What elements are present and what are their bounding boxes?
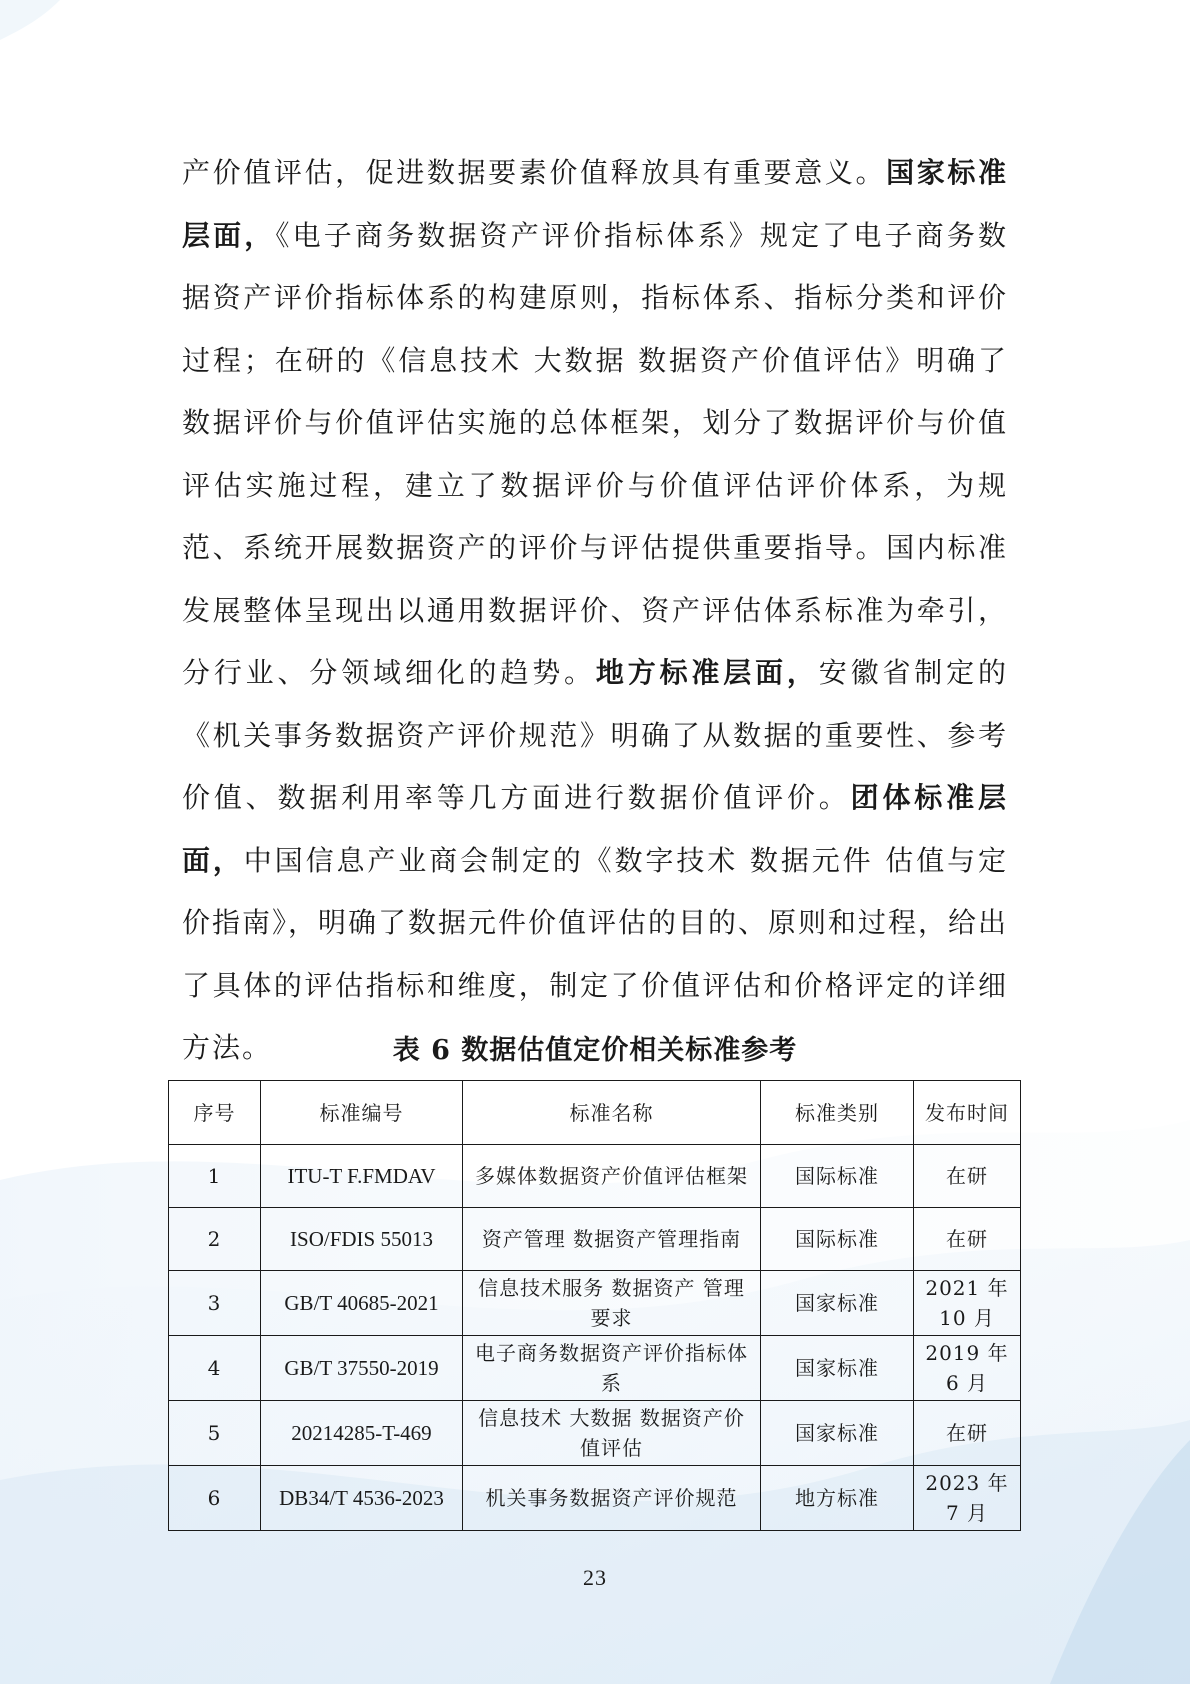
cell-standard-category: 地方标准 [761, 1466, 914, 1531]
table-row [169, 1208, 1021, 1271]
cell-standard-category: 国家标准 [761, 1336, 914, 1401]
header-standard-code: 标准编号 [261, 1081, 463, 1145]
cell-release-date: 2021 年 10 月 [914, 1271, 1021, 1336]
cell-index: 5 [169, 1401, 261, 1466]
cell-standard-name: 信息技术服务 数据资产 管理要求 [463, 1271, 761, 1336]
table-row [169, 1466, 1021, 1531]
cell-release-date: 在研 [914, 1208, 1021, 1271]
standards-table [168, 1080, 1021, 1531]
cell-standard-code: GB/T 40685-2021 [261, 1271, 463, 1336]
cell-standard-name: 信息技术 大数据 数据资产价值评估 [463, 1401, 761, 1466]
cell-standard-category: 国家标准 [761, 1401, 914, 1466]
header-standard-category: 标准类别 [761, 1081, 914, 1145]
table-row [169, 1401, 1021, 1466]
bold-heading-run: 国家标准层面， [182, 156, 1008, 252]
cell-release-date: 在研 [914, 1145, 1021, 1208]
cell-standard-code: ITU-T F.FMDAV [261, 1145, 463, 1208]
header-index: 序号 [169, 1081, 261, 1145]
cell-standard-category: 国际标准 [761, 1208, 914, 1271]
cell-standard-name: 机关事务数据资产评价规范 [463, 1466, 761, 1531]
cell-index: 2 [169, 1208, 261, 1271]
text-run: 产价值评估，促进数据要素价值释放具有重要意义。 [182, 156, 887, 189]
cell-standard-code: 20214285-T-469 [261, 1401, 463, 1466]
cell-index: 3 [169, 1271, 261, 1336]
bold-heading-run: 地方标准层面， [595, 656, 819, 689]
cell-release-date: 2019 年 6 月 [914, 1336, 1021, 1401]
cell-index: 6 [169, 1466, 261, 1531]
cell-standard-code: GB/T 37550-2019 [261, 1336, 463, 1401]
cell-standard-name: 电子商务数据资产评价指标体系 [463, 1336, 761, 1401]
cell-standard-name: 资产管理 数据资产管理指南 [463, 1208, 761, 1271]
text-run: 《电子商务数据资产评价指标体系》规定了电子商务数据资产评价指标体系的构建原则，指标体系、指标分类和评价过程；在研的《信息技术 大数据 数据资产价值评估》明确了数据评价与价值评估实施的总体框架，划分了数据评价与价值评估实施过程，建立了数据评价与价值评估评价体系，为规范、系统开展数据资产的评价与评估提供重要指导。国内标准发展整体呈现出以通用数据评价、资产评估体系标准为牵引，分行业、分领域细化的趋势。 [182, 218, 1008, 689]
cell-standard-code: DB34/T 4536-2023 [261, 1466, 463, 1531]
body-paragraph [182, 142, 1008, 1080]
cell-standard-name: 多媒体数据资产价值评估框架 [463, 1145, 761, 1208]
cell-release-date: 在研 [914, 1401, 1021, 1466]
table-row [169, 1145, 1021, 1208]
bold-heading-run: 团体标准层面， [182, 781, 1008, 877]
cell-release-date: 2023 年 7 月 [914, 1466, 1021, 1531]
cell-index: 4 [169, 1336, 261, 1401]
text-run: 安徽省制定的《机关事务数据资产评价规范》明确了从数据的重要性、参考价值、数据利用率等几方面进行数据价值评价。 [182, 656, 1008, 814]
text-run: 中国信息产业商会制定的《数字技术 数据元件 估值与定价指南》，明确了数据元件价值评估的目的、原则和过程，给出了具体的评估指标和维度，制定了价值评估和价格评定的详细方法。 [182, 843, 1009, 1064]
header-standard-name: 标准名称 [463, 1081, 761, 1145]
table-row [169, 1336, 1021, 1401]
cell-standard-code: ISO/FDIS 55013 [261, 1208, 463, 1271]
cell-standard-category: 国际标准 [761, 1145, 914, 1208]
table-caption: 表 6 数据估值定价相关标准参考 [392, 1035, 798, 1066]
cell-index: 1 [169, 1145, 261, 1208]
header-release-date: 发布时间 [914, 1081, 1021, 1145]
table-header-row [169, 1081, 1021, 1145]
page-number: 23 [583, 1565, 607, 1590]
cell-standard-category: 国家标准 [761, 1271, 914, 1336]
table-row [169, 1271, 1021, 1336]
